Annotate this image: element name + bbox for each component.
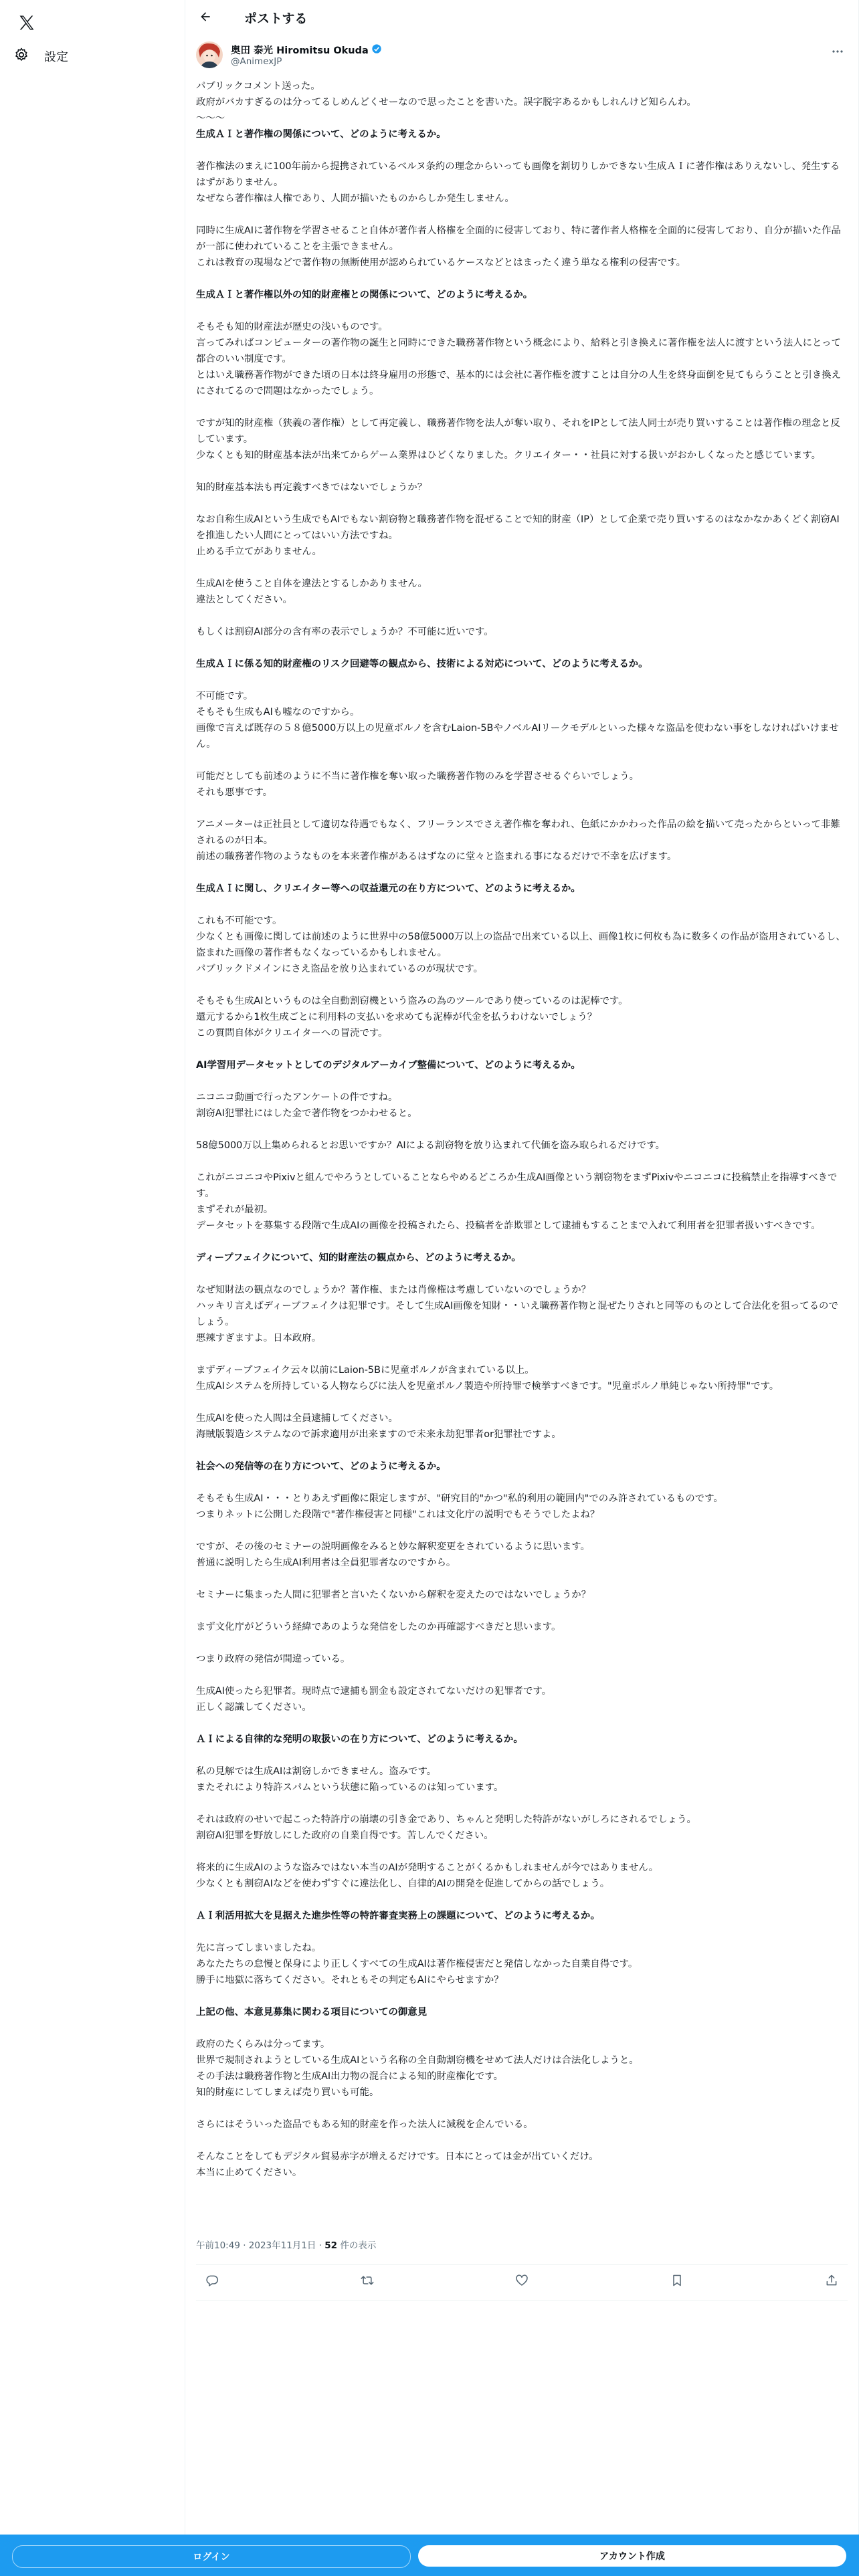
- paragraph-gap: [196, 1523, 846, 1539]
- more-button[interactable]: [828, 43, 848, 56]
- section-heading: 生成ＡＩと著作権の関係について、どのように考えるか。: [196, 129, 446, 140]
- text-line: 止める手立てがありません。: [196, 546, 322, 557]
- paragraph-gap: [196, 1796, 846, 1812]
- text-line: 将来的に生成AIのような盗みではない本当のAIが発明することがくるかもしれませんが今ではありません。: [196, 1862, 659, 1873]
- author-block: [196, 41, 848, 71]
- like-icon: [515, 2274, 529, 2290]
- text-line: ですが知的財産権（狭義の著作権）として再定義し、職務著作物を法人が奪い取り、それをIPとして法人同士が売り買いすることは著作権の理念と反しています。: [196, 418, 840, 445]
- text-line: そもそも生成AIというものは全自動割窃機という盗みの為のツールであり使っているのは泥棒です。: [196, 996, 628, 1006]
- paragraph-gap: [196, 1571, 846, 1587]
- section-heading: 生成ＡＩに関し、クリエイター等への収益還元の在り方について、どのように考えるか。: [196, 883, 581, 894]
- text-line: またそれにより特許スパムという状態に陥っているのは知っています。: [196, 1782, 504, 1793]
- text-line: データセットを募集する段階で生成AIの画像を投稿されたら、投稿者を詐欺罪として逮捕もすることまで入れて利用者を犯罪者扱いすべきです。: [196, 1220, 821, 1231]
- text-line: あなたたちの怠慢と保身により正しくすべての生成AIは著作権侵害だと発信しなかった自業自得です。: [196, 1959, 638, 1969]
- text-line: 普通に説明したら生成AI利用者は全員犯罪者なのですから。: [196, 1558, 456, 1568]
- author-handle[interactable]: @AnimexJP: [231, 56, 282, 67]
- paragraph-gap: [196, 1635, 846, 1651]
- sidebar-item-label: 設定: [44, 50, 68, 64]
- text-line: 違法としてください。: [196, 595, 292, 605]
- text-line: 割窃AI犯罪社にはした金で著作物をつかわせると。: [196, 1108, 417, 1119]
- text-line: それは政府のせいで起こった特許庁の崩壊の引き金であり、ちゃんと発明した特許がないがしろにされるでしょう。: [196, 1814, 696, 1825]
- text-line: もしくは割窃AI部分の含有率の表示でしょうか？不可能に近いです。: [196, 627, 494, 637]
- text-line: そもそも知的財産法が歴史の浅いものです。: [196, 322, 388, 332]
- text-line: 不可能です。: [196, 691, 254, 702]
- paragraph-gap: [196, 303, 846, 319]
- timestamp[interactable]: 午前10:49 · 2023年11月1日 ·: [196, 2240, 325, 2251]
- text-line: そもそも生成AI・・・とりあえず画像に限定しますが、"研究目的"かつ"私的利用の範囲内"でのみ許されているものです。: [196, 1493, 723, 1504]
- paragraph-gap: [196, 1988, 846, 2004]
- paragraph-gap: [196, 399, 846, 415]
- section-heading: 上記の他、本意見募集に関わる項目についての御意見: [196, 2007, 427, 2018]
- text-line: ですが、その後のセミナーの説明画像をみると妙な解釈変更をされているように思います。: [196, 1541, 590, 1552]
- paragraph-gap: [196, 1394, 846, 1410]
- paragraph-gap: [196, 463, 846, 479]
- paragraph-gap: [196, 2133, 846, 2149]
- section-heading: ＡＩ利活用拡大を見据えた進歩性等の特許審査実務上の課題について、どのように考えるか。: [196, 1911, 600, 1921]
- text-line: 生成AIシステムを所持している人物ならびに法人を児童ポルノ製造や所持罪で検挙すべきです。"児童ポルノ単純じゃない所持罪"です。: [196, 1381, 779, 1392]
- page-title: ポストする: [244, 11, 308, 26]
- paragraph-gap: [196, 640, 846, 656]
- text-line: なお自称生成AIという生成でもAIでもない割窃物と職務著作物を混ぜることで知的財産（IP）として企業で売り買いするのはなかなかあくどく割窃AIを推進したい人間にとってはいい方法ですね。: [196, 514, 840, 541]
- text-line: 割窃AI犯罪を野放しにした政府の自業自得です。苦しんでください。: [196, 1830, 494, 1841]
- text-line: これは教育の現場などで著作物の無断使用が認められているケースなどとはまったく違う単なる権利の侵害です。: [196, 257, 686, 268]
- text-line: 著作権法のまえに100年前から提携されているベルヌ条約の理念からいっても画像を割切りしかできない生成ＡＩに著作権はありえないし、発生するはずがありません。: [196, 161, 840, 188]
- x-logo-icon[interactable]: [13, 9, 40, 36]
- divider: [196, 2264, 848, 2265]
- back-arrow-icon: [199, 10, 212, 26]
- share-icon: [825, 2274, 838, 2290]
- paragraph-gap: [196, 560, 846, 576]
- tweet-meta: [196, 2238, 376, 2251]
- text-line: 少なくとも画像に関しては前述のように世界中の58億5000万以上の盗品で出来ている以上、画像1枚に何枚も為に数多くの作品が盗用されているし、盗まれた画像の著作者もなくなっているかもしれません。: [196, 932, 846, 958]
- paragraph-gap: [196, 977, 846, 993]
- text-line: それも悪事です。: [196, 787, 272, 798]
- paragraph-gap: [196, 2020, 846, 2036]
- text-line: つまりネットに公開した段階で"著作権侵害と同様"これは文化庁の説明でもそうでしたよね？: [196, 1509, 600, 1520]
- paragraph-gap: [196, 1667, 846, 1683]
- paragraph-gap: [196, 865, 846, 881]
- paragraph-gap: [196, 1121, 846, 1138]
- section-heading: ＡＩによる自律的な発明の取扱いの在り方について、どのように考えるか。: [196, 1734, 523, 1745]
- paragraph-gap: [196, 1603, 846, 1619]
- verified-badge-icon: [371, 43, 382, 57]
- paragraph-gap: [196, 1475, 846, 1491]
- text-line: 本当に止めてください。: [196, 2167, 302, 2178]
- views-count: 52: [324, 2240, 338, 2251]
- text-line: なぜ知財法の観点なのでしょうか？著作権、または肖像権は考慮していないのでしょうか？: [196, 1285, 591, 1295]
- paragraph-gap: [196, 1924, 846, 1940]
- reply-icon: [205, 2274, 219, 2290]
- text-line: これがニコニコやPixivと組んでやろうとしていることならやめるどころか生成AI画像という割窃物をまずPixivやニコニコに投稿禁止を指導すべきです。: [196, 1172, 838, 1199]
- text-line: その手法は職務著作物と生成AI出力物の混合による知的財産権化です。: [196, 2071, 504, 2082]
- section-heading: 生成ＡＩと著作権以外の知的財産権との関係について、どのように考えるか。: [196, 290, 533, 300]
- section-heading: AI学習用データセットとしてのデジタルアーカイブ整備について、どのように考えるか。: [196, 1060, 581, 1071]
- text-line: 生成AI使ったら犯罪者。現時点で逮捕も罰金も設定されてないだけの犯罪者です。: [196, 1686, 552, 1697]
- paragraph-gap: [196, 1266, 846, 1282]
- text-line: 言ってみればコンピューターの著作物の誕生と同時にできた職務著作物という概念により、給料と引き換えに著作権を法人に渡すという法人にとって都合のいい制度です。: [196, 338, 841, 364]
- text-line: パブリックコメント送った。: [196, 81, 320, 92]
- text-line: 少なくとも知的財産基本法が出来てからゲーム業界はひどくなりました。クリエイター・・社員に対する扱いがおかしくなったと感じています。: [196, 450, 821, 461]
- header: [185, 0, 858, 35]
- paragraph-gap: [196, 207, 846, 223]
- views-label: 件の表示: [337, 2240, 377, 2251]
- paragraph-gap: [196, 800, 846, 817]
- sidebar: [0, 0, 185, 2576]
- text-line: まずそれが最初。: [196, 1204, 274, 1215]
- bookmark-button[interactable]: [661, 2270, 693, 2294]
- repost-icon: [361, 2274, 374, 2290]
- text-line: ニコニコ動画で行ったアンケートの件ですね。: [196, 1092, 398, 1103]
- text-line: 前述の職務著作物のようなものを本来著作権があるはずなのに堂々と盗まれる事になるだけで不幸を広げます。: [196, 851, 677, 862]
- text-line: 画像で言えば既存の５８億5000万以上の児童ポルノを含むLaion-5BやノベルAIリークモデルといった様々な盗品を使わない事をしなければいけません。: [196, 723, 839, 750]
- paragraph-gap: [196, 1154, 846, 1170]
- text-line: なぜなら著作権は人権であり、人間が描いたものからしか発生しません。: [196, 193, 514, 204]
- paragraph-gap: [196, 1892, 846, 1908]
- text-line: 少なくとも割窃AIなどを使わずすぐに違法化し、自律的AIの開発を促進してからの話でしょう。: [196, 1879, 610, 1889]
- paragraph-gap: [196, 672, 846, 688]
- text-line: 〜〜〜: [196, 113, 225, 124]
- text-line: 58億5000万以上集められるとお思いですか？AIによる割窃物を放り込まれて代価を盗み取られるだけです。: [196, 1140, 666, 1151]
- share-button[interactable]: [816, 2270, 848, 2294]
- paragraph-gap: [196, 2101, 846, 2117]
- section-heading: 生成ＡＩに係る知的財産権のリスク回避等の観点から、技術による対応について、どのように考えるか。: [196, 659, 648, 669]
- section-heading: 社会への発信等の在り方について、どのように考えるか。: [196, 1461, 446, 1472]
- paragraph-gap: [196, 1346, 846, 1362]
- text-line: 可能だとしても前述のように不当に著作権を奪い取った職務著作物のみを学習させるぐらいでしょう。: [196, 771, 639, 782]
- sidebar-item-settings[interactable]: [13, 43, 68, 70]
- text-line: 私の見解では生成AIは割窃しかできません。盗みです。: [196, 1766, 437, 1777]
- text-line: まずディープフェイク云々以前にLaion-5Bに児童ポルノが含まれている以上。: [196, 1365, 535, 1376]
- bookmark-icon: [670, 2274, 684, 2290]
- text-line: 政府がバカすぎるのは分ってるしめんどくせーなので思ったことを書いた。誤字脱字あるかもしれんけど知らんわ。: [196, 97, 696, 108]
- repost-button[interactable]: [351, 2270, 383, 2294]
- text-line: アニメーターは正社員として適切な待遇でもなく、フリーランスでさえ著作権を奪われ、色紙にかかわった作品の絵を描いて売ったからといって非難されるのが日本。: [196, 819, 840, 846]
- text-line: 悪辣すぎますよ。日本政府。: [196, 1333, 322, 1344]
- avatar[interactable]: [196, 41, 223, 68]
- text-line: 政府のたくらみは分ってます。: [196, 2039, 330, 2050]
- paragraph-gap: [196, 1747, 846, 1763]
- paragraph-gap: [196, 142, 846, 158]
- gear-icon: [13, 47, 29, 66]
- paragraph-gap: [196, 1234, 846, 1250]
- text-line: まず文化庁がどういう経緯であのような発信をしたのか再確認すべきだと思います。: [196, 1622, 561, 1632]
- text-line: 知的財産基本法も再定義すべきではないでしょうか？: [196, 482, 427, 493]
- text-line: 世界で規制されようとしている生成AIという名称の全自動割窃機をせめて法人だけは合法化しようと。: [196, 2055, 639, 2066]
- text-line: 勝手に地獄に落ちてください。それともその判定もAIにやらせますか？: [196, 1975, 504, 1985]
- author-name[interactable]: [231, 43, 382, 57]
- tweet-text: [196, 78, 846, 2181]
- text-line: とはいえ職務著作物ができた頃の日本は終身雇用の形態で、基本的には会社に著作権を渡すことは自分の人生を終身面倒を見てもらうことと引き換えにされてるので問題はなかったでしょう。: [196, 370, 841, 397]
- text-line: 知的財産にしてしまえば売り買いも可能。: [196, 2087, 379, 2098]
- paragraph-gap: [196, 608, 846, 624]
- text-line: そもそも生成もAIも嘘なのですから。: [196, 707, 360, 718]
- back-button[interactable]: [193, 6, 217, 30]
- text-line: そんなことをしてもデジタル貿易赤字が増えるだけです。日本にとっては金が出ていくだけ。: [196, 2151, 599, 2162]
- paragraph-gap: [196, 752, 846, 768]
- text-line: 海賊版製造システムなので訴求適用が出来ますので未来永劫犯罪者or犯罪社ですよ。: [196, 1429, 561, 1440]
- text-line: 生成AIを使うこと自体を違法とするしかありません。: [196, 578, 427, 589]
- text-line: ハッキリ言えばディープフェイクは犯罪です。そして生成AI画像を知財・・いえ職務著作物と混ぜたりされと同等のものとして合法化を狙ってるのでしょう。: [196, 1301, 838, 1327]
- author-name-text: 奥田 泰光 Hiromitsu Okuda: [231, 45, 369, 56]
- text-line: 同時に生成AIに著作物を学習させること自体が著作者人格権を全面的に侵害しており、特に著作者人格権を全面的に侵害しており、自分が描いた作品が一部に使われていることを主張できません。: [196, 225, 841, 252]
- like-button[interactable]: [506, 2270, 538, 2294]
- main-column: [185, 0, 859, 2576]
- divider: [196, 2300, 848, 2301]
- paragraph-gap: [196, 496, 846, 512]
- text-line: パブリックドメインにさえ盗品を放り込まれているのが現状です。: [196, 964, 483, 974]
- text-line: 生成AIを使った人間は全員逮捕してください。: [196, 1413, 398, 1424]
- paragraph-gap: [196, 897, 846, 913]
- login-button[interactable]: ログイン: [12, 2545, 411, 2568]
- paragraph-gap: [196, 1442, 846, 1459]
- text-line: 先に言ってしまいましたね。: [196, 1943, 322, 1953]
- login-prompt-bar: [0, 2535, 859, 2576]
- text-line: セミナーに集まった人間に犯罪者と言いたくないから解釈を変えたのではないでしょうか？: [196, 1590, 591, 1600]
- paragraph-gap: [196, 271, 846, 287]
- text-line: この質問自体がクリエイターへの冒涜です。: [196, 1028, 388, 1039]
- more-icon: [832, 43, 844, 56]
- text-line: 還元するから1枚生成ごとに利用料の支払いを求めても泥棒が代金を払うわけないでしょう？: [196, 1012, 597, 1023]
- tweet-actions: [196, 2268, 848, 2295]
- signup-button[interactable]: アカウント作成: [418, 2545, 846, 2567]
- text-line: これも不可能です。: [196, 916, 282, 926]
- text-line: さらにはそういった盗品でもある知的財産を作った法人に減税を企んでいる。: [196, 2119, 533, 2130]
- paragraph-gap: [196, 1844, 846, 1860]
- paragraph-gap: [196, 1041, 846, 1057]
- paragraph-gap: [196, 1073, 846, 1089]
- reply-button[interactable]: [196, 2270, 228, 2294]
- text-line: つまり政府の発信が間違っている。: [196, 1654, 351, 1665]
- paragraph-gap: [196, 1715, 846, 1731]
- text-line: 正しく認識してください。: [196, 1702, 312, 1713]
- section-heading: ディープフェイクについて、知的財産法の観点から、どのように考えるか。: [196, 1253, 521, 1263]
